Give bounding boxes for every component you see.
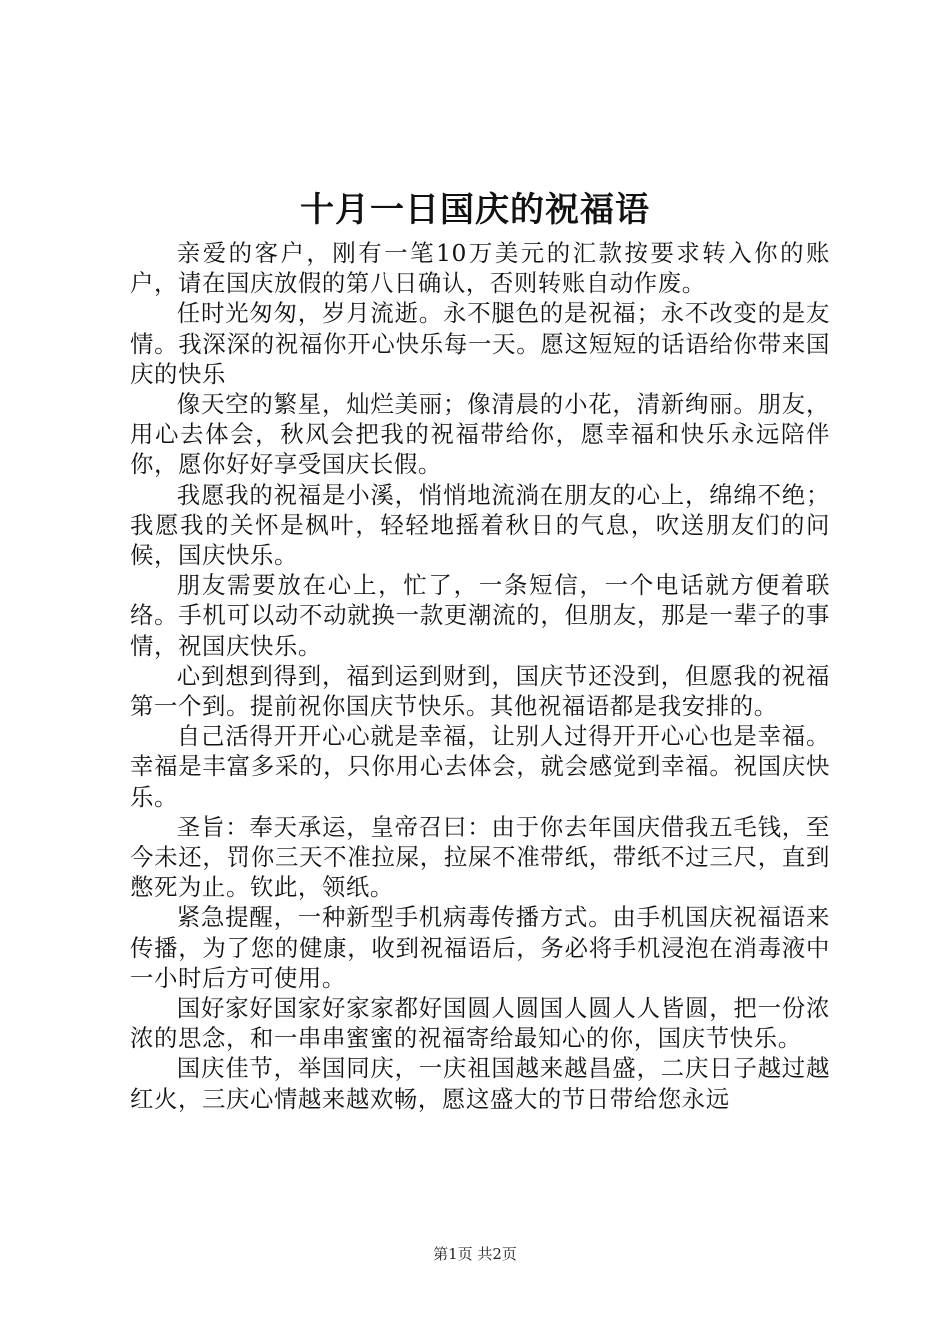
paragraph: 紧急提醒，一种新型手机病毒传播方式。由手机国庆祝福语来传播，为了您的健康，收到祝福语后，务必将手机浸泡在消毒液中一小时后方可使用。 [130,903,830,992]
paragraph: 心到想到得到，福到运到财到，国庆节还没到，但愿我的祝福第一个到。提前祝你国庆节快乐。其他祝福语都是我安排的。 [130,661,830,721]
paragraph: 国庆佳节，举国同庆，一庆祖国越来越昌盛，二庆日子越过越红火，三庆心情越来越欢畅，愿这盛大的节日带给您永远 [130,1054,830,1113]
document-body [130,238,830,1114]
paragraph: 任时光匆匆，岁月流逝。永不腿色的是祝福；永不改变的是友情。我深深的祝福你开心快乐每一天。愿这短短的话语给你带来国庆的快乐 [130,299,830,388]
paragraph: 朋友需要放在心上，忙了，一条短信，一个电话就方便着联络。手机可以动不动就换一款更潮流的，但朋友，那是一辈子的事情，祝国庆快乐。 [130,571,830,660]
paragraph: 国好家好国家好家家都好国圆人圆国人圆人人皆圆，把一份浓浓的思念，和一串串蜜蜜的祝福寄给最知心的你，国庆节快乐。 [130,994,830,1053]
paragraph: 亲爱的客户，刚有一笔10万美元的汇款按要求转入你的账户，请在国庆放假的第八日确认，否则转账自动作废。 [130,239,830,298]
paragraph: 像天空的繁星，灿烂美丽；像清晨的小花，清新绚丽。朋友，用心去体会，秋风会把我的祝福带给你，愿幸福和快乐永远陪伴你，愿你好好享受国庆长假。 [130,390,830,479]
paragraph: 圣旨：奉天承运，皇帝召曰：由于你去年国庆借我五毛钱，至今未还，罚你三天不准拉屎，拉屎不准带纸，带纸不过三尺，直到憋死为止。钦此，领纸。 [130,812,830,902]
paragraph: 自己活得开开心心就是幸福，让别人过得开开心心也是幸福。幸福是丰富多采的，只你用心去体会，就会感觉到幸福。祝国庆快乐。 [130,722,830,811]
page-number-footer: 第1页 共2页 [433,1245,517,1263]
document-title: 十月一日国庆的祝福语 [300,190,650,230]
paragraph: 我愿我的祝福是小溪，悄悄地流淌在朋友的心上，绵绵不绝；我愿我的关怀是枫叶，轻轻地摇着秋日的气息，吹送朋友们的问候，国庆快乐。 [130,480,830,570]
